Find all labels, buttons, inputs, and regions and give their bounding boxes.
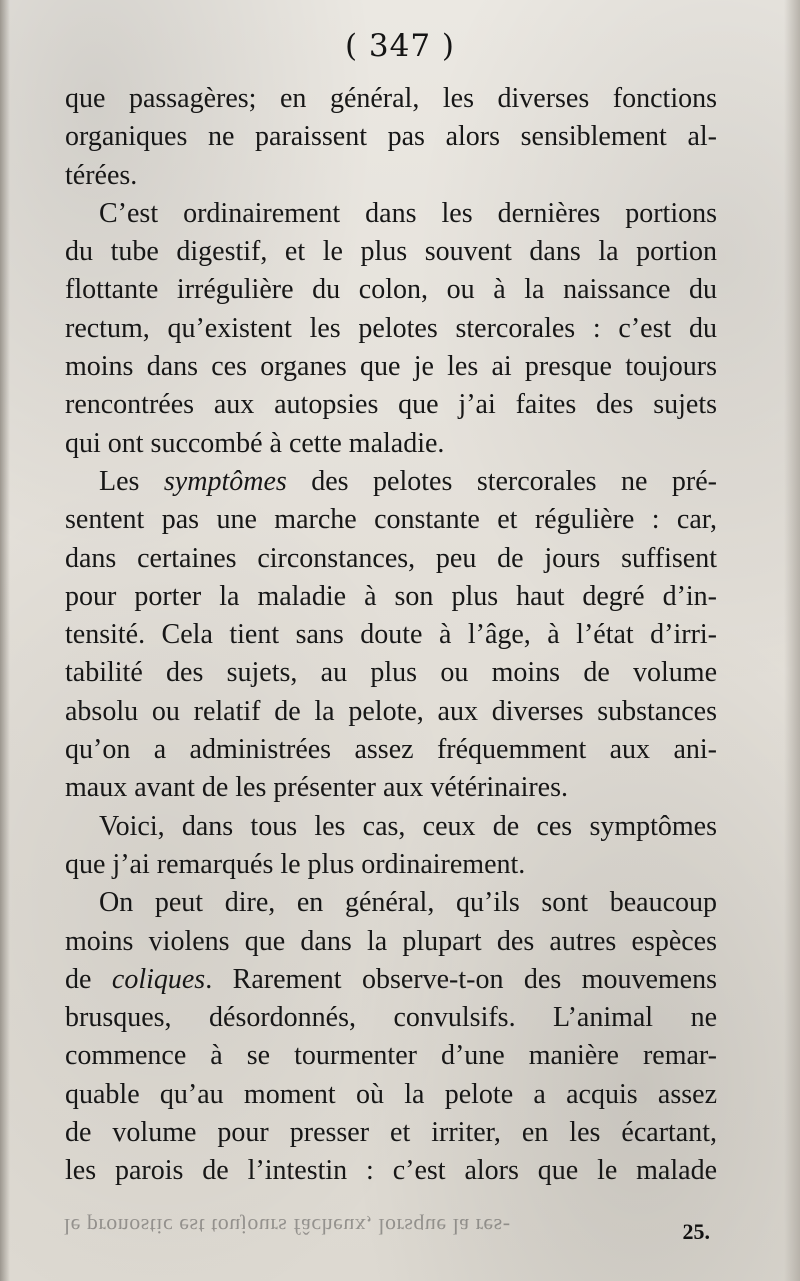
text-line: moins violens que dans la plupart des autres espèces — [65, 925, 717, 957]
text-line: térées. — [65, 159, 138, 191]
text-line: rencontrées aux autopsies que j’ai faites des sujets — [65, 389, 717, 421]
text-line: moins dans ces organes que je les ai presque toujours — [65, 351, 717, 383]
text-line: organiques ne paraissent pas alors sensiblement al- — [65, 121, 717, 153]
text-fragment: Les — [99, 465, 164, 497]
signature-mark: 25. — [682, 1219, 710, 1244]
text-line: maux avant de les présenter aux vétérinaires. — [65, 772, 569, 804]
text-line: C’est ordinairement dans les dernières portions — [99, 197, 717, 229]
text-line: que j’ai remarqués le plus ordinairement. — [65, 848, 526, 880]
text-fragment: des pelotes stercorales ne pré- — [286, 465, 717, 497]
text-fragment: . Rarement observe-t-on des mouvemens — [205, 963, 717, 995]
italic-term: symptômes — [163, 465, 287, 497]
page-right-shadow — [784, 0, 800, 1281]
page-number: ( 347 ) — [344, 28, 456, 64]
page-body — [65, 80, 717, 1191]
text-line — [65, 961, 717, 999]
text-line: flottante irrégulière du colon, ou à la naissance du — [65, 274, 717, 306]
text-line: brusques, désordonnés, convulsifs. L’animal ne — [65, 1002, 717, 1034]
text-line: rectum, qu’existent les pelotes stercorales : c’est du — [65, 312, 717, 344]
text-line: de volume pour presser et irriter, en les écartant, — [65, 1117, 717, 1149]
text-line: absolu ou relatif de la pelote, aux diverses substances — [65, 695, 717, 727]
italic-term: coliques — [111, 963, 206, 995]
text-line: qu’on a administrées assez fréquemment aux ani- — [65, 734, 717, 766]
text-line: commence à se tourmenter d’une manière remar- — [65, 1040, 717, 1072]
text-fragment: de — [65, 963, 112, 995]
text-line: pour porter la maladie à son plus haut degré d’in- — [65, 580, 717, 612]
text-line: du tube digestif, et le plus souvent dans la portion — [65, 236, 717, 268]
text-line: qui ont succombé à cette maladie. — [65, 427, 445, 459]
text-line — [65, 463, 717, 501]
page-left-shadow — [0, 0, 10, 1281]
text-line: dans certaines circonstances, peu de jours suffisent — [65, 542, 717, 574]
text-line: quable qu’au moment où la pelote a acquis assez — [65, 1078, 717, 1110]
text-line: sentent pas une marche constante et régulière : car, — [65, 504, 717, 536]
text-line: tensité. Cela tient sans doute à l’âge, à l’état d’irri- — [65, 619, 717, 651]
text-line: que passagères; en général, les diverses fonctions — [65, 83, 717, 114]
text-line: On peut dire, en général, qu’ils sont beaucoup — [99, 887, 717, 919]
show-through-text: le pronostic est toujours fâcheux, lorsque la res- — [64, 1214, 511, 1239]
text-line: tabilité des sujets, au plus ou moins de volume — [65, 657, 717, 689]
text-line: Voici, dans tous les cas, ceux de ces symptômes — [99, 810, 717, 842]
text-line: les parois de l’intestin : c’est alors que le malade — [65, 1155, 717, 1187]
